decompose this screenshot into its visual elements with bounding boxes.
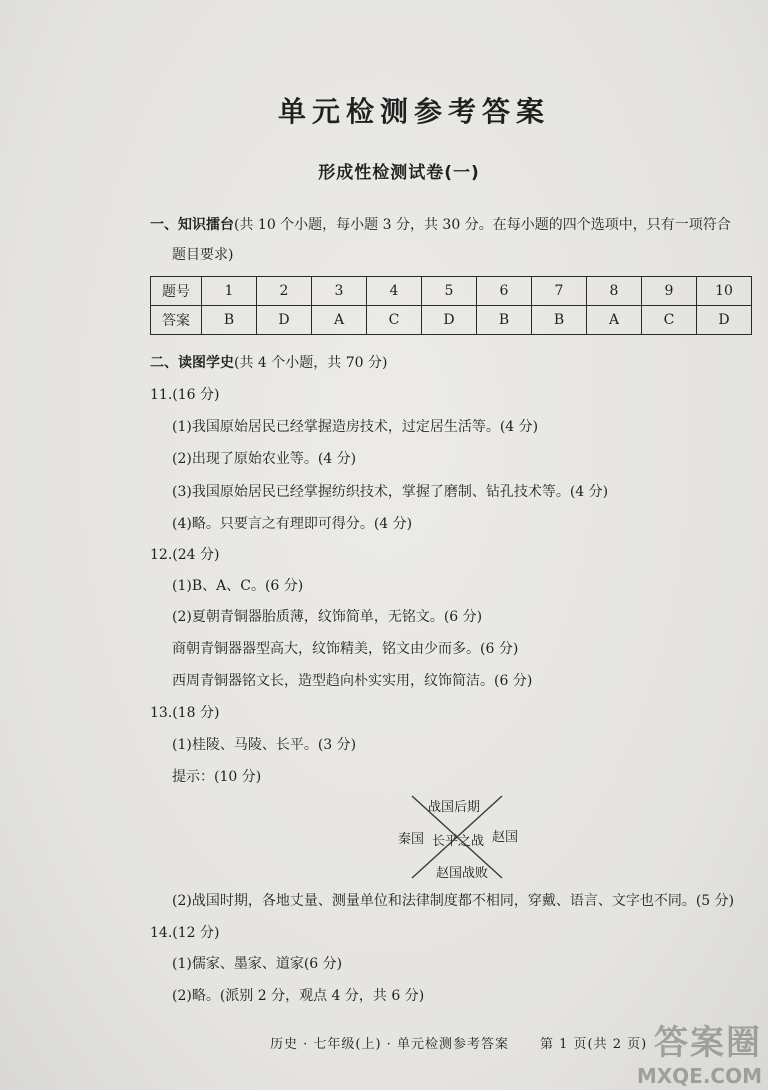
table-row-numbers bbox=[151, 277, 752, 306]
q11-line4: (4)略。只要言之有理即可得分。(4 分) bbox=[172, 516, 413, 532]
section2-heading: 二、读图学史 bbox=[150, 355, 234, 371]
q11-line3: (3)我国原始居民已经掌握纺织技术，掌握了磨制、钻孔技术等。(4 分) bbox=[172, 484, 609, 500]
table-cell: 2 bbox=[257, 277, 312, 306]
table-row-label: 题号 bbox=[151, 277, 202, 306]
diagram-right-label: 赵国 bbox=[492, 830, 519, 845]
section1-header bbox=[150, 214, 731, 234]
section2-desc: (共 4 个小题，共 70 分) bbox=[234, 355, 388, 371]
table-cell: D bbox=[257, 306, 312, 335]
q13-line2: (2)战国时期，各地丈量、测量单位和法律制度都不相同，穿戴、语言、文字也不同。(5 分) bbox=[172, 893, 735, 909]
table-row-label: 答案 bbox=[151, 306, 202, 335]
table-cell: A bbox=[312, 306, 367, 335]
page-subtitle: 形成性检测试卷(一) bbox=[318, 163, 480, 183]
footer-text: 历史 · 七年级(上) · 单元检测参考答案 bbox=[270, 1037, 509, 1052]
q14-line2: (2)略。(派别 2 分，观点 4 分，共 6 分) bbox=[172, 988, 425, 1004]
q12-line4: 西周青铜器铭文长，造型趋向朴实实用，纹饰简洁。(6 分) bbox=[172, 673, 533, 689]
table-cell: A bbox=[587, 306, 642, 335]
table-cell: B bbox=[477, 306, 532, 335]
section1-desc: (共 10 个小题，每小题 3 分，共 30 分。在每小题的四个选项中，只有一项符合 bbox=[234, 217, 731, 233]
q14-head: 14.(12 分) bbox=[150, 925, 220, 941]
table-cell: B bbox=[532, 306, 587, 335]
table-cell: 3 bbox=[312, 277, 367, 306]
table-cell: 6 bbox=[477, 277, 532, 306]
table-cell: 4 bbox=[367, 277, 422, 306]
watermark bbox=[637, 1015, 762, 1088]
section2-header bbox=[150, 352, 387, 372]
table-cell: D bbox=[697, 306, 752, 335]
q12-head: 12.(24 分) bbox=[150, 547, 220, 563]
section1-heading: 一、知识擂台 bbox=[150, 217, 234, 233]
footer-page: 第 1 页(共 2 页) bbox=[540, 1037, 648, 1052]
q12-line3: 商朝青铜器器型高大，纹饰精美，铭文由少而多。(6 分) bbox=[172, 641, 519, 657]
q13-head: 13.(18 分) bbox=[150, 705, 220, 721]
diagram-left-label: 秦国 bbox=[398, 832, 425, 847]
table-cell: C bbox=[642, 306, 697, 335]
watermark-brand: 答案圈 bbox=[654, 1023, 762, 1063]
table-cell: 10 bbox=[697, 277, 752, 306]
watermark-url: MXQE.COM bbox=[636, 1064, 762, 1088]
q13-line1: (1)桂陵、马陵、长平。(3 分) bbox=[172, 737, 357, 753]
table-cell: 9 bbox=[642, 277, 697, 306]
q11-line2: (2)出现了原始农业等。(4 分) bbox=[172, 451, 357, 467]
table-cell: 1 bbox=[202, 277, 257, 306]
q11-line1: (1)我国原始居民已经掌握造房技术，过定居生活等。(4 分) bbox=[172, 419, 539, 435]
table-cell: 8 bbox=[587, 277, 642, 306]
q13-hint: 提示：(10 分) bbox=[172, 769, 262, 785]
q12-line2: (2)夏朝青铜器胎质薄，纹饰简单，无铭文。(6 分) bbox=[172, 609, 483, 625]
table-cell: 5 bbox=[422, 277, 477, 306]
q14-line1: (1)儒家、墨家、道家(6 分) bbox=[172, 956, 343, 972]
battle-diagram bbox=[380, 790, 560, 890]
diagram-center-label: 长平之战 bbox=[432, 834, 485, 849]
table-cell: C bbox=[367, 306, 422, 335]
q11-head: 11.(16 分) bbox=[150, 387, 220, 403]
diagram-bottom-label: 赵国战败 bbox=[436, 866, 489, 881]
table-row-answers bbox=[151, 306, 752, 335]
table-cell: B bbox=[202, 306, 257, 335]
diagram-top-label: 战国后期 bbox=[428, 800, 481, 815]
page-title: 单元检测参考答案 bbox=[277, 95, 550, 128]
q12-line1: (1)B、A、C。(6 分) bbox=[172, 578, 304, 594]
table-cell: D bbox=[422, 306, 477, 335]
table-cell: 7 bbox=[532, 277, 587, 306]
section1-desc-cont: 题目要求) bbox=[172, 247, 234, 263]
answer-table bbox=[150, 276, 752, 335]
